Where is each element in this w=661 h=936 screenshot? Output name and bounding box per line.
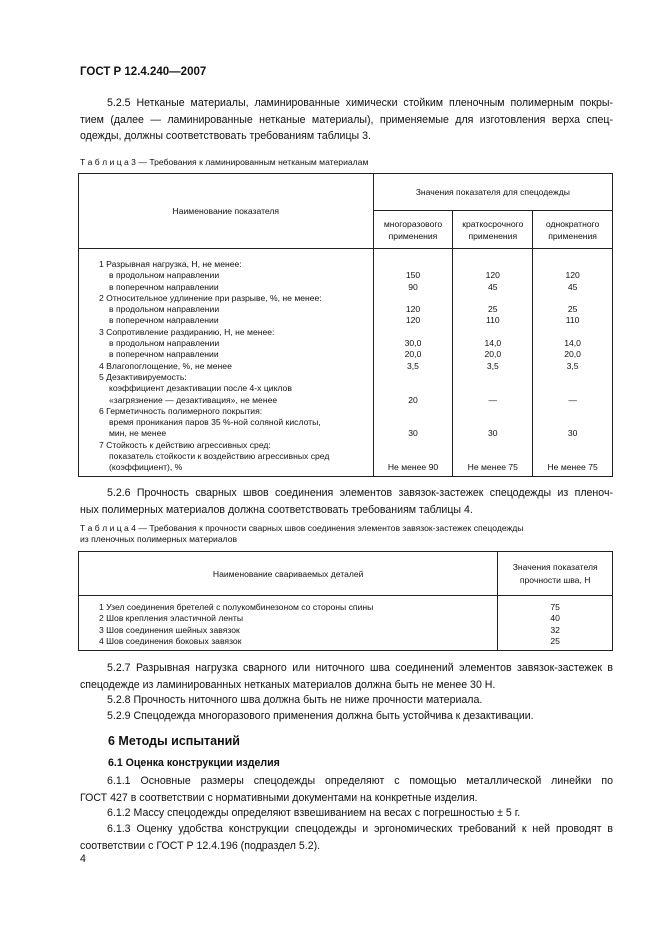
- table3-name: в продольном направлении: [109, 304, 220, 315]
- table3-value: 25: [567, 304, 578, 315]
- table3-value: 120: [565, 270, 580, 281]
- table3-value: —: [488, 394, 498, 405]
- table3-name: 1 Разрывная нагрузка, Н, не менее:: [99, 259, 242, 269]
- table3-value: [453, 440, 532, 451]
- sub2-line-1: краткосрочного: [462, 218, 524, 229]
- table3-value: [453, 417, 532, 428]
- table4-caption: [80, 523, 613, 545]
- table3-name: 2 Относительное удлинение при разрыве, %, не менее:: [99, 292, 322, 303]
- table3-value: [533, 327, 612, 338]
- p527-line-1: 5.2.7 Разрывная нагрузка сварного или ниточного шва соединений элементов завязок-застежек в: [107, 662, 613, 674]
- table3-value: [374, 293, 453, 304]
- sub1-line-2: применения: [388, 230, 438, 241]
- table-3: [78, 173, 613, 477]
- table3-name: (коэффициент), %: [109, 462, 183, 473]
- table3-value: 14,0: [484, 338, 502, 349]
- table3-value: 14,0: [564, 338, 581, 349]
- table3-subheader-reusable: [373, 211, 453, 249]
- table-4: [78, 551, 613, 651]
- table3-value: 3,5: [407, 360, 419, 371]
- table4-name: 1 Узел соединения бретелей с полукомбинезоном со стороны спины: [99, 602, 374, 612]
- table4-caption-line-2: из пленочных полимерных материалов: [80, 534, 238, 544]
- table3-value: [374, 327, 453, 338]
- table3-value: 20,0: [404, 349, 422, 360]
- table3-name: в продольном направлении: [109, 270, 220, 281]
- table3-value: [374, 383, 453, 394]
- table3-value: [533, 293, 612, 304]
- table4-value: 25: [550, 635, 560, 646]
- table3-value: 30,0: [404, 338, 422, 349]
- table3-value: 150: [405, 270, 421, 281]
- table4-value: 32: [550, 624, 560, 635]
- table3-name: мин, не менее: [109, 428, 167, 439]
- sub3-line-2: применения: [548, 230, 597, 241]
- table3-value: 30: [408, 428, 418, 439]
- paragraph-6-1-1: [80, 773, 613, 806]
- table3-value: [453, 406, 532, 417]
- table3-value: [533, 406, 612, 417]
- table3-value: 30: [567, 428, 578, 439]
- table4-value-header-line-1: Значения показателя: [512, 561, 598, 572]
- table3-name: 5 Дезактивируемость:: [99, 371, 187, 382]
- table3-value: 120: [405, 304, 421, 315]
- page-number: 4: [80, 853, 86, 865]
- table3-value: [533, 259, 612, 270]
- table4-name: 2 Шов крепления эластичной ленты: [99, 613, 243, 624]
- p525-line-3: одежды, должны соответствовать требованиям таблицы 3.: [80, 130, 371, 142]
- table3-value: [374, 259, 453, 270]
- table3-value: [374, 451, 453, 462]
- table3-value: [374, 440, 453, 451]
- table3-value: [533, 372, 612, 383]
- paragraph-6-1-2: 6.1.2 Массу спецодежды определяют взвешиванием на весах с погрешностью ± 5 г.: [107, 807, 521, 819]
- table3-value: 3,5: [486, 360, 499, 371]
- table3-value: Не менее 90: [387, 462, 439, 473]
- table3-name: 6 Герметичность полимерного покрытия:: [99, 405, 263, 416]
- paragraph-5-2-5: [80, 95, 613, 145]
- table3-value: [533, 383, 612, 394]
- table3-value: 3,5: [566, 360, 579, 371]
- table3-value: [533, 440, 612, 451]
- sub2-line-2: применения: [468, 230, 518, 241]
- table4-col-value-header: [498, 552, 613, 596]
- p611-line-1: 6.1.1 Основные размеры спецодежды определяют с помощью металлической линейки по: [107, 775, 613, 787]
- table3-value: —: [568, 394, 577, 405]
- table3-value: [453, 451, 532, 462]
- table3-value: 30: [488, 428, 498, 439]
- table3-values-short-term: [453, 249, 533, 477]
- table3-value: [374, 406, 453, 417]
- table4-value-header-line-2: прочности шва, Н: [519, 574, 591, 585]
- sub1-line-1: многоразового: [383, 218, 443, 229]
- table3-value: 90: [408, 281, 418, 292]
- paragraph-5-2-8: 5.2.8 Прочность ниточного шва должна быть не ниже прочности материала.: [107, 694, 483, 706]
- table4-name: 4 Шов соединения боковых завязок: [99, 635, 242, 646]
- table3-value: [453, 293, 532, 304]
- table3-value: 45: [488, 281, 498, 292]
- table3-name: показатель стойкости к воздействию агрессивных сред: [109, 451, 330, 462]
- paragraph-5-2-9: 5.2.9 Спецодежда многоразового применения должна быть устойчива к дезактивации.: [107, 710, 534, 722]
- table3-name: 3 Сопротивление раздиранию, Н, не менее:: [99, 326, 275, 337]
- table3-name: коэффициент дезактивации после 4-х циклов: [109, 383, 292, 394]
- p611-line-2: ГОСТ 427 в соответствии с нормативными документами на конкретные изделия.: [80, 791, 478, 804]
- table3-value: [453, 259, 532, 270]
- table3-value: 110: [485, 315, 500, 326]
- table3-value: 110: [565, 315, 580, 326]
- table3-value: Не менее 75: [547, 462, 598, 473]
- subsection-6-1-heading: 6.1 Оценка конструкции изделия: [108, 757, 280, 769]
- sub3-line-1: однократного: [545, 218, 600, 229]
- table3-name: в поперечном направлении: [109, 315, 219, 326]
- p527-line-2: спецодежде из ламинированных нетканых материалов должна быть не менее 30 Н.: [80, 678, 496, 691]
- table3-value: 120: [405, 315, 421, 326]
- table3-value: [453, 383, 532, 394]
- document-header: ГОСТ Р 12.4.240—2007: [80, 66, 207, 78]
- table3-value: [453, 372, 532, 383]
- table3-name: в продольном направлении: [109, 338, 220, 349]
- table3-value: [533, 451, 612, 462]
- table3-value: 120: [485, 270, 500, 281]
- table3-value: 20,0: [564, 349, 581, 360]
- table3-col-name-header: Наименование показателя: [79, 174, 374, 249]
- p525-line-1: 5.2.5 Нетканые материалы, ламинированные химически стойким пленочным полимерным покры-: [107, 97, 613, 109]
- table3-value: 45: [567, 281, 578, 292]
- table3-names-column: [79, 249, 374, 477]
- table3-values-single-use: [533, 249, 613, 477]
- table3-value: 25: [488, 304, 498, 315]
- table3-name: 4 Влагопоглощение, %, не менее: [99, 360, 232, 371]
- table3-value: [453, 327, 532, 338]
- section-6-heading: 6 Методы испытаний: [108, 734, 240, 748]
- table4-names-column: [79, 596, 498, 651]
- table4-caption-line-1: Т а б л и ц а 4 — Требования к прочности сварных швов соединения элементов завязок-застежек спецодежды: [80, 523, 524, 533]
- table3-name: «загрязнение — дезактивация», не менее: [109, 394, 278, 405]
- table3-value: 20: [408, 394, 418, 405]
- table3-value: [533, 417, 612, 428]
- paragraph-5-2-7: [80, 660, 613, 693]
- table3-col-group-header: Значения показателя для спецодежды: [373, 174, 612, 211]
- table3-subheader-single-use: [533, 211, 613, 249]
- p613-line-2: соответствии с ГОСТ Р 12.4.196 (подраздел 5.2).: [80, 839, 321, 852]
- p613-line-1: 6.1.3 Оценку удобства конструкции спецодежды и эргономических требований к ней проводят в: [107, 823, 613, 835]
- p526-line-2: ных полимерных материалов должна соответствовать требованиям таблицы 4.: [80, 503, 473, 516]
- table4-name: 3 Шов соединения шейных завязок: [99, 624, 240, 635]
- table3-name: 7 Стойкость к действию агрессивных сред:: [99, 439, 271, 450]
- table3-subheader-short-term: [453, 211, 533, 249]
- table4-values-column: [498, 596, 613, 651]
- p526-line-1: 5.2.6 Прочность сварных швов соединения элементов завязок-застежек спецодежды из пленоч-: [107, 487, 613, 499]
- p525-line-2: тием (далее — ламинированные нетканые материалы), применяемые для изготовления верха спец-: [80, 113, 613, 126]
- paragraph-6-1-3: [80, 821, 613, 854]
- table3-name: в поперечном направлении: [109, 281, 219, 292]
- table4-value: 75: [550, 602, 560, 612]
- table4-col-name-header: Наименование свариваемых деталей: [79, 552, 498, 596]
- table3-value: 20,0: [484, 349, 502, 360]
- table3-caption: Т а б л и ц а 3 — Требования к ламинированным нетканым материалам: [80, 157, 369, 167]
- table3-name: в поперечном направлении: [109, 349, 219, 360]
- table3-name: время проникания паров 35 %-ной соляной кислоты,: [109, 417, 321, 428]
- table3-value: [374, 417, 453, 428]
- table3-value: Не менее 75: [467, 462, 518, 473]
- paragraph-5-2-6: [80, 485, 613, 518]
- table3-value: [374, 372, 453, 383]
- table4-value: 40: [550, 613, 560, 624]
- table3-values-reusable: [373, 249, 453, 477]
